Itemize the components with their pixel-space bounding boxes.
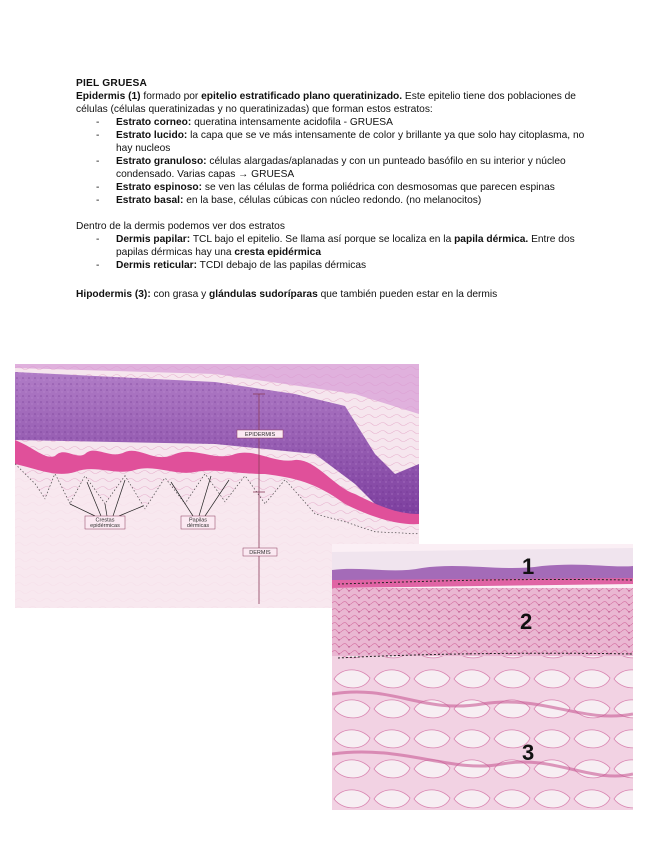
histology-image-2 [332, 544, 633, 810]
stratum-desc: queratina intensamente acidofila - GRUESA [191, 117, 393, 128]
list-item [96, 181, 596, 194]
list-item [96, 155, 596, 181]
dermis-text: TCDI debajo de las papilas dérmicas [196, 260, 367, 271]
epidermis-text1: formado por [140, 91, 202, 102]
hipodermis-bold: glándulas sudoríparas [209, 289, 318, 300]
epidermis-term: Epidermis (1) [76, 91, 141, 102]
list-item [96, 233, 596, 259]
layer-number-3: 3 [522, 740, 535, 765]
dermis-intro: Dentro de la dermis podemos ver dos estratos [76, 221, 285, 232]
hipodermis-text: con grasa y [150, 289, 210, 300]
stratum-term: Estrato lucido: [116, 130, 188, 141]
stratum-desc: en la base, células cúbicas con núcleo redondo. (no melanocitos) [183, 195, 482, 206]
dermis-list [76, 233, 596, 272]
papilas-label-2: dérmicas [186, 523, 210, 529]
crestas-label-1: Crestas [95, 517, 115, 524]
stratum-desc: la capa que se ve más intensamente de color y brillante ya que solo hay citoplasma, no hay nucleos [116, 130, 585, 154]
epidermis-term2: epitelio estratificado plano queratinizado. [201, 91, 403, 102]
papilas-label-1: Papilas [188, 517, 208, 524]
layer-number-2: 2 [520, 609, 533, 634]
page-title: PIEL GRUESA [76, 78, 148, 89]
list-item [96, 116, 596, 129]
dermis-bold: papila dérmica. [454, 234, 529, 245]
stratum-term: Estrato espinoso: [116, 182, 203, 193]
list-item [96, 129, 596, 155]
crestas-label-2: epidérmicas [90, 523, 120, 529]
epidermis-paragraph [76, 90, 596, 116]
strata-list [76, 116, 596, 207]
epidermis-text2: Este epitelio tiene dos poblaciones de células (células queratinizadas y no queratinizadas) que forman estos estratos: [76, 91, 576, 115]
layer-number-1: 1 [522, 554, 535, 579]
text-content [76, 77, 596, 301]
hipodermis-paragraph [76, 288, 596, 301]
histology-figure-layers [332, 544, 633, 810]
stratum-desc: células alargadas/aplanadas y con un punteado basófilo en su interior y núcleo condensado. Varias capas → GRUESA [116, 156, 566, 180]
epidermis-label: EPIDERMIS [244, 432, 276, 438]
dermis-term: Dermis papilar: [116, 234, 191, 245]
dermis-text: TCL bajo el epitelio. Se llama así porque se localiza en la [190, 234, 455, 245]
hipodermis-text: que también pueden estar en la dermis [317, 289, 498, 300]
stratum-desc: se ven las células de forma poliédrica con desmosomas que parecen espinas [202, 182, 555, 193]
dermis-bold: cresta epidérmica [234, 247, 322, 258]
dermis-text: Entre dos papilas dérmicas hay una [116, 234, 575, 258]
stratum-term: Estrato basal: [116, 195, 184, 206]
hipodermis-term: Hipodermis (3): [76, 289, 151, 300]
dermis-term: Dermis reticular: [116, 260, 197, 271]
list-item [96, 259, 596, 272]
dermis-label: DERMIS [249, 550, 271, 556]
stratum-term: Estrato corneo: [116, 117, 192, 128]
stratum-term: Estrato granuloso: [116, 156, 207, 167]
list-item [96, 194, 596, 207]
